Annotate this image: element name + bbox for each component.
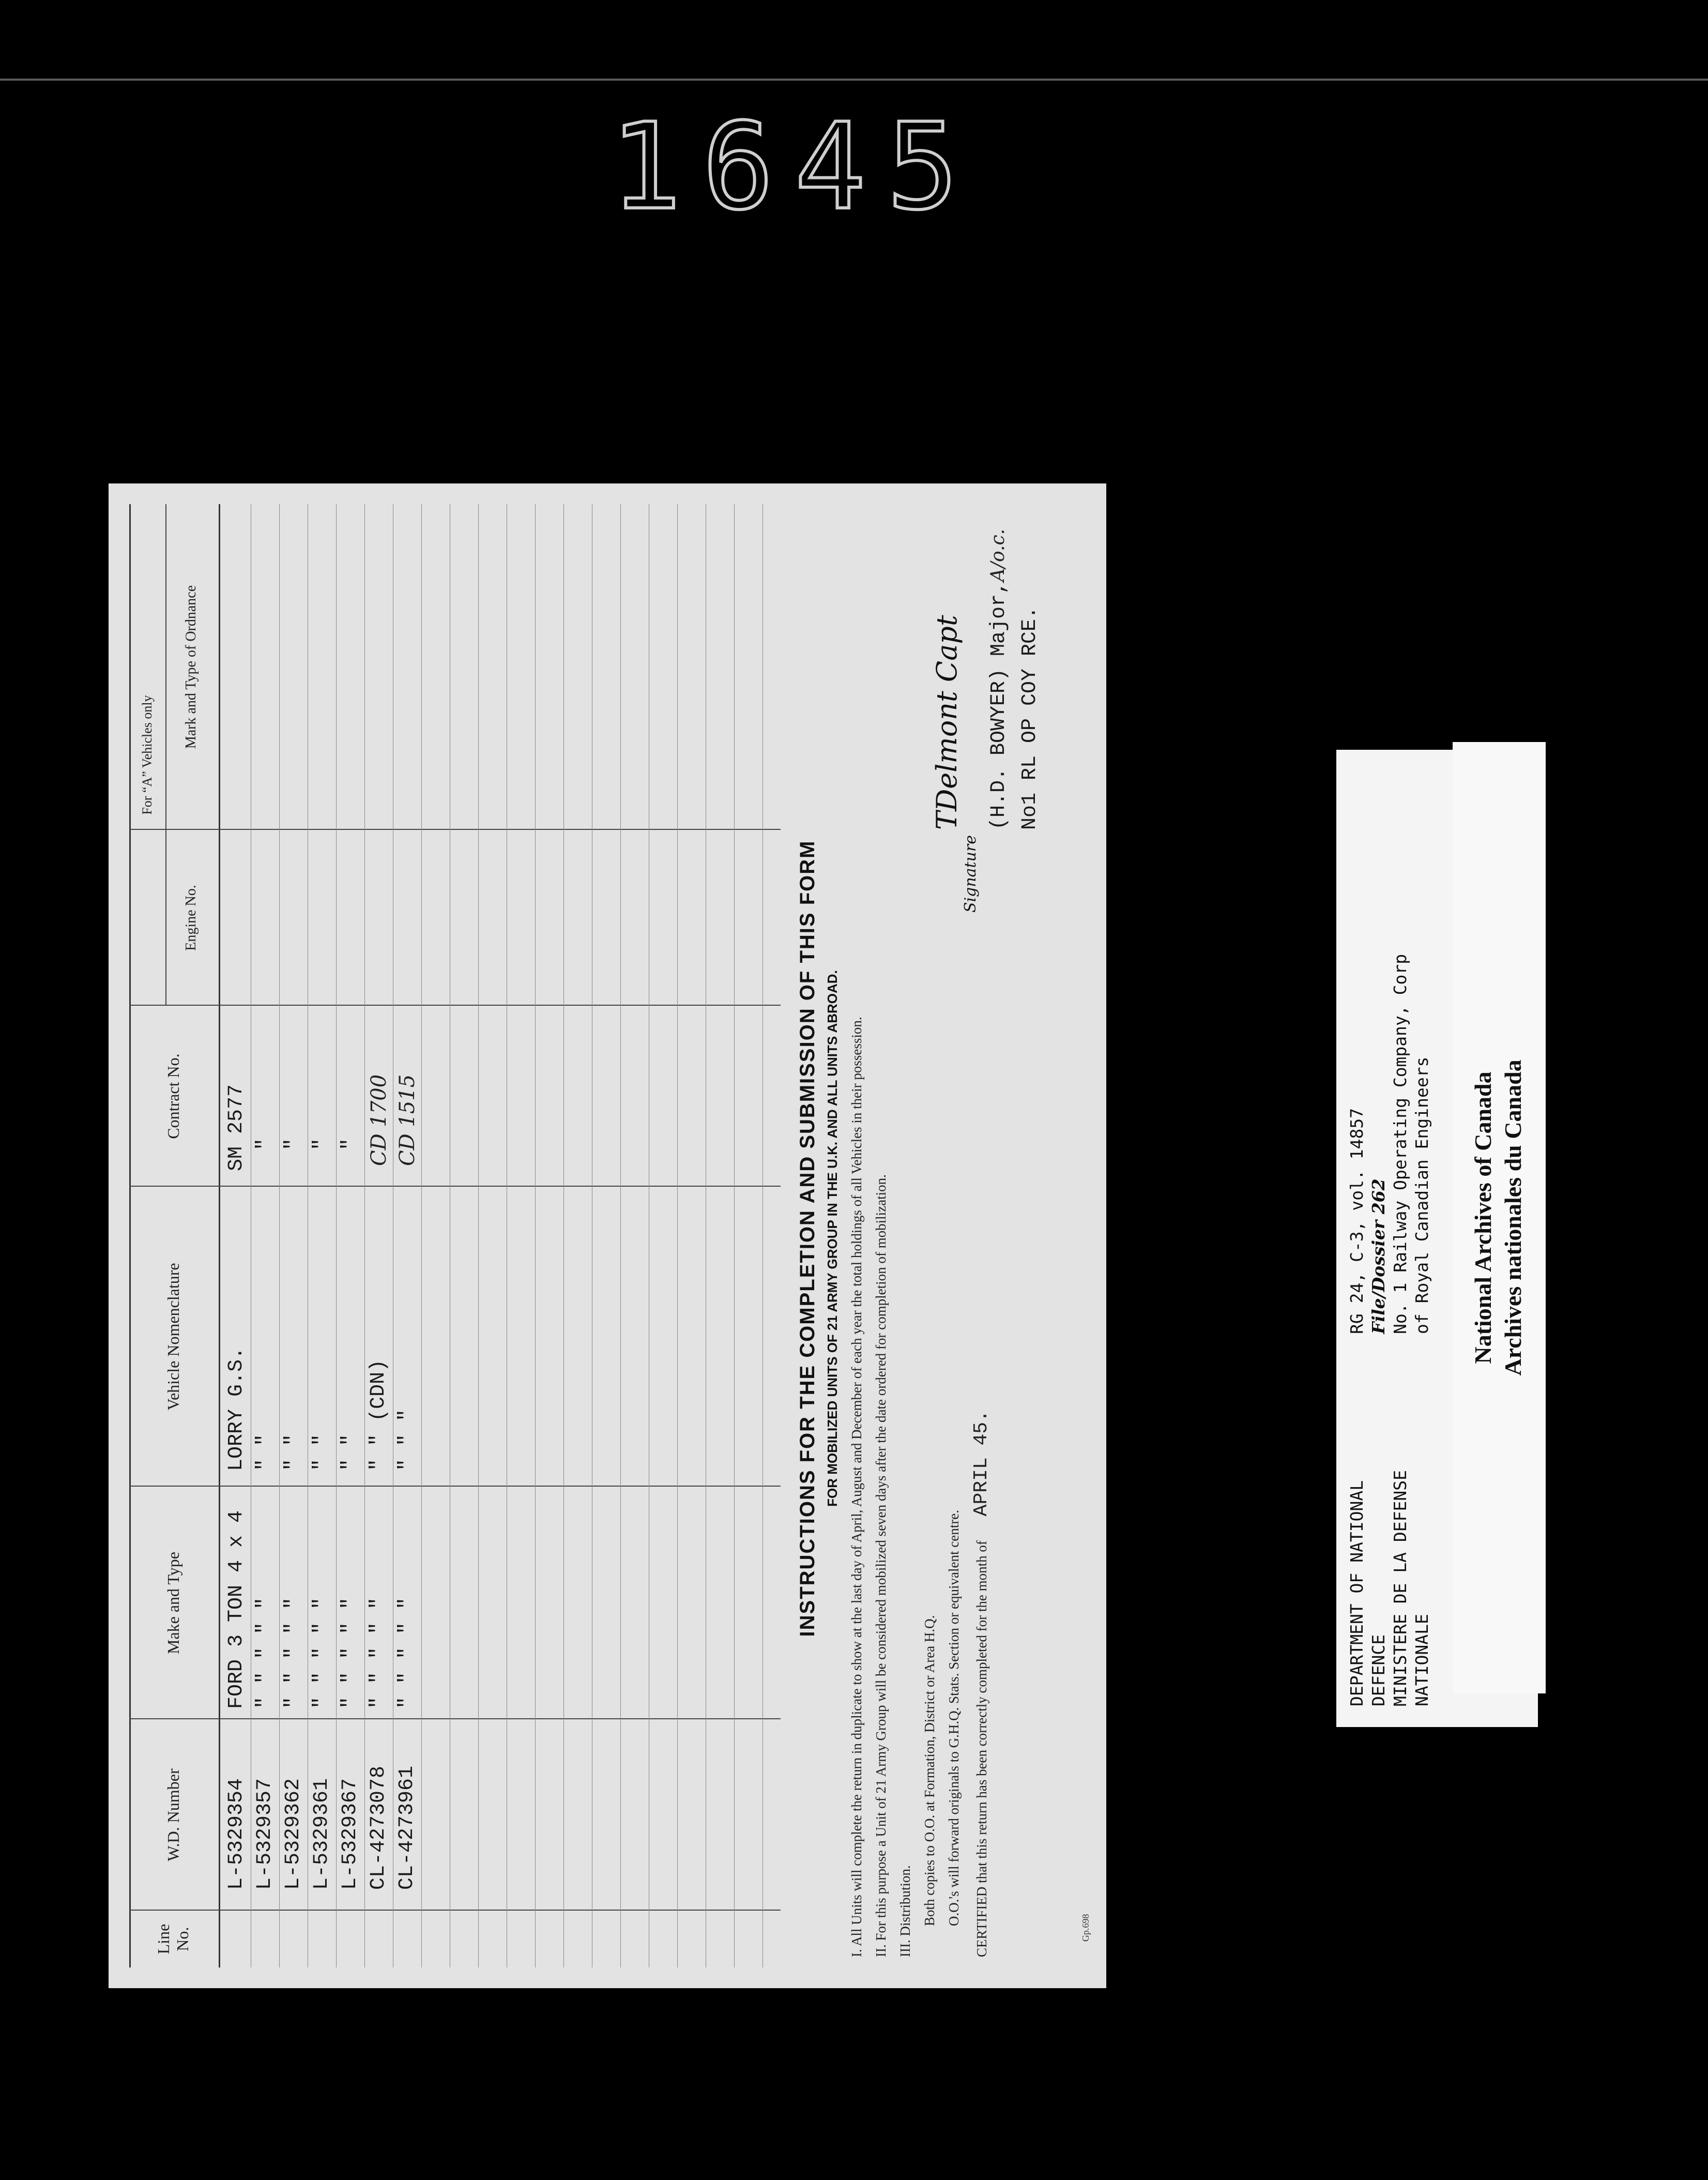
row-rule <box>620 504 621 1967</box>
header-make-type: Make and Type <box>163 1552 182 1654</box>
stamp-dept-1: DEPARTMENT OF NATIONAL <box>1347 1480 1367 1706</box>
stamp-file-dossier: File/Dossier 262 <box>1368 1178 1389 1334</box>
stamp-unit-name-2: of Royal Canadian Engineers <box>1412 1056 1432 1334</box>
contract-no: SM 2577 <box>225 1084 248 1171</box>
row-rule <box>563 504 564 1967</box>
nomenclature: " " <box>339 1433 362 1471</box>
row-rule <box>336 504 337 1967</box>
nomenclature: " " <box>253 1433 277 1471</box>
header-nomenclature: Vehicle Nomenclature <box>163 1263 182 1411</box>
nomenclature: " " " <box>395 1409 419 1471</box>
row-rule <box>734 504 735 1967</box>
wd-number: CL-4273078 <box>367 1765 390 1890</box>
instructions-block <box>796 520 993 1957</box>
make-type: " " " " " <box>282 1597 305 1709</box>
make-type: FORD 3 TON 4 x 4 <box>225 1510 248 1709</box>
row-rule <box>535 504 536 1967</box>
signature-handwritten: TDelmont Capt <box>931 615 963 830</box>
header-ordnance: Mark and Type of Ordnance <box>183 585 199 749</box>
signature-label: Signature <box>962 835 980 913</box>
header-a-vehicles-group: For “A” Vehicles only <box>129 504 166 1006</box>
column-ordnance <box>129 504 781 830</box>
nomenclature: " " <box>282 1433 305 1471</box>
nomenclature: LORRY G.S. <box>225 1346 248 1471</box>
stamp-rg-volume: RG 24, C-3, vol. 14857 <box>1347 1108 1367 1334</box>
contract-no: " <box>282 1138 305 1150</box>
contract-no: " <box>310 1138 333 1150</box>
national-archives-label <box>1453 742 1546 1693</box>
instructions-subtitle: FOR MOBILIZED UNITS OF 21 ARMY GROUP IN THE U.K. AND ALL UNITS ABROAD. <box>825 970 840 1507</box>
certified-month: APRIL 45. <box>970 1410 993 1517</box>
wd-number: L-5329354 <box>225 1778 248 1890</box>
header-wd-number: W.D. Number <box>163 1768 182 1861</box>
instruction-iii: III. Distribution. <box>897 1865 913 1957</box>
make-type: " " " " " <box>310 1597 333 1709</box>
column-line-no <box>129 1910 781 1967</box>
wd-number: L-5329362 <box>282 1778 305 1890</box>
stamp-dept-2: DEFENCE <box>1368 1634 1389 1706</box>
contract-no: CD 1515 <box>395 1074 419 1166</box>
stamp-unit-name-1: No. 1 Railway Operating Company, Corp <box>1390 953 1410 1334</box>
make-type: " " " " " <box>339 1597 362 1709</box>
row-rule <box>677 504 678 1967</box>
nomenclature: " " <box>310 1433 333 1471</box>
column-engine <box>129 829 781 1006</box>
contract-no: CD 1700 <box>367 1074 391 1166</box>
stamp-dept-4: NATIONALE <box>1412 1614 1432 1706</box>
wd-number: L-5329367 <box>339 1778 362 1890</box>
nac-label-rotated <box>1453 742 1546 1693</box>
instruction-iii-a: Both copies to O.O. at Formation, District or Area H.Q. <box>922 1615 937 1926</box>
contract-no: " <box>253 1138 277 1150</box>
wd-number: L-5329361 <box>310 1778 333 1890</box>
frame-number: 1645 <box>610 98 979 236</box>
row-rule <box>364 504 365 1967</box>
print-code: Gp.698 <box>1080 1914 1091 1942</box>
instructions-title: INSTRUCTIONS FOR THE COMPLETION AND SUBMISSION OF THIS FORM <box>796 840 819 1637</box>
make-type: " " " " " <box>253 1597 277 1709</box>
instruction-i: I. All Units will complete the return in duplicate to show at the last day of April, August and December of each year the total holdings of all Vehicles in their possession. <box>849 1017 864 1957</box>
film-top-line <box>0 79 1708 81</box>
signature-unit: No1 RL OP COY RCE. <box>1018 606 1042 830</box>
signature-rank: A/o.c. <box>987 528 1009 582</box>
header-contract: Contract No. <box>163 1053 182 1139</box>
wd-number: CL-4273961 <box>395 1765 419 1890</box>
form-page-rotated <box>109 483 1106 1988</box>
wd-number: L-5329357 <box>253 1778 277 1890</box>
instruction-iii-b: O.O.'s will forward originals to G.H.Q. Stats. Section or equivalent centre. <box>946 1510 962 1926</box>
instruction-ii: II. For this purpose a Unit of 21 Army Group will be considered mobilized seven days after the date ordered for completion of mobilization. <box>873 1174 889 1957</box>
row-rule <box>762 504 763 1967</box>
row-rule <box>478 504 479 1967</box>
vehicle-return-form <box>109 483 1106 1988</box>
header-line-no: Line No. <box>154 1924 192 1955</box>
stamp-dept-3: MINISTERE DE LA DEFENSE <box>1390 1470 1410 1706</box>
make-type: " " " " " <box>395 1597 419 1709</box>
nomenclature: " " (CDN) <box>367 1359 390 1471</box>
nac-english: National Archives of Canada <box>1470 1071 1496 1364</box>
row-rule <box>279 504 280 1967</box>
certified-text: CERTIFIED that this return has been correctly completed for the month of <box>974 1540 989 1957</box>
vehicle-table <box>129 504 781 1967</box>
signature-typed-name: (H.D. BOWYER) Major, <box>987 581 1011 830</box>
row-rule <box>421 504 422 1967</box>
contract-no: " <box>339 1138 362 1150</box>
header-engine: Engine No. <box>183 885 199 951</box>
nac-french: Archives nationales du Canada <box>1500 1059 1526 1376</box>
make-type: " " " " " <box>367 1597 390 1709</box>
nac-text-wrap <box>1468 742 1528 1693</box>
